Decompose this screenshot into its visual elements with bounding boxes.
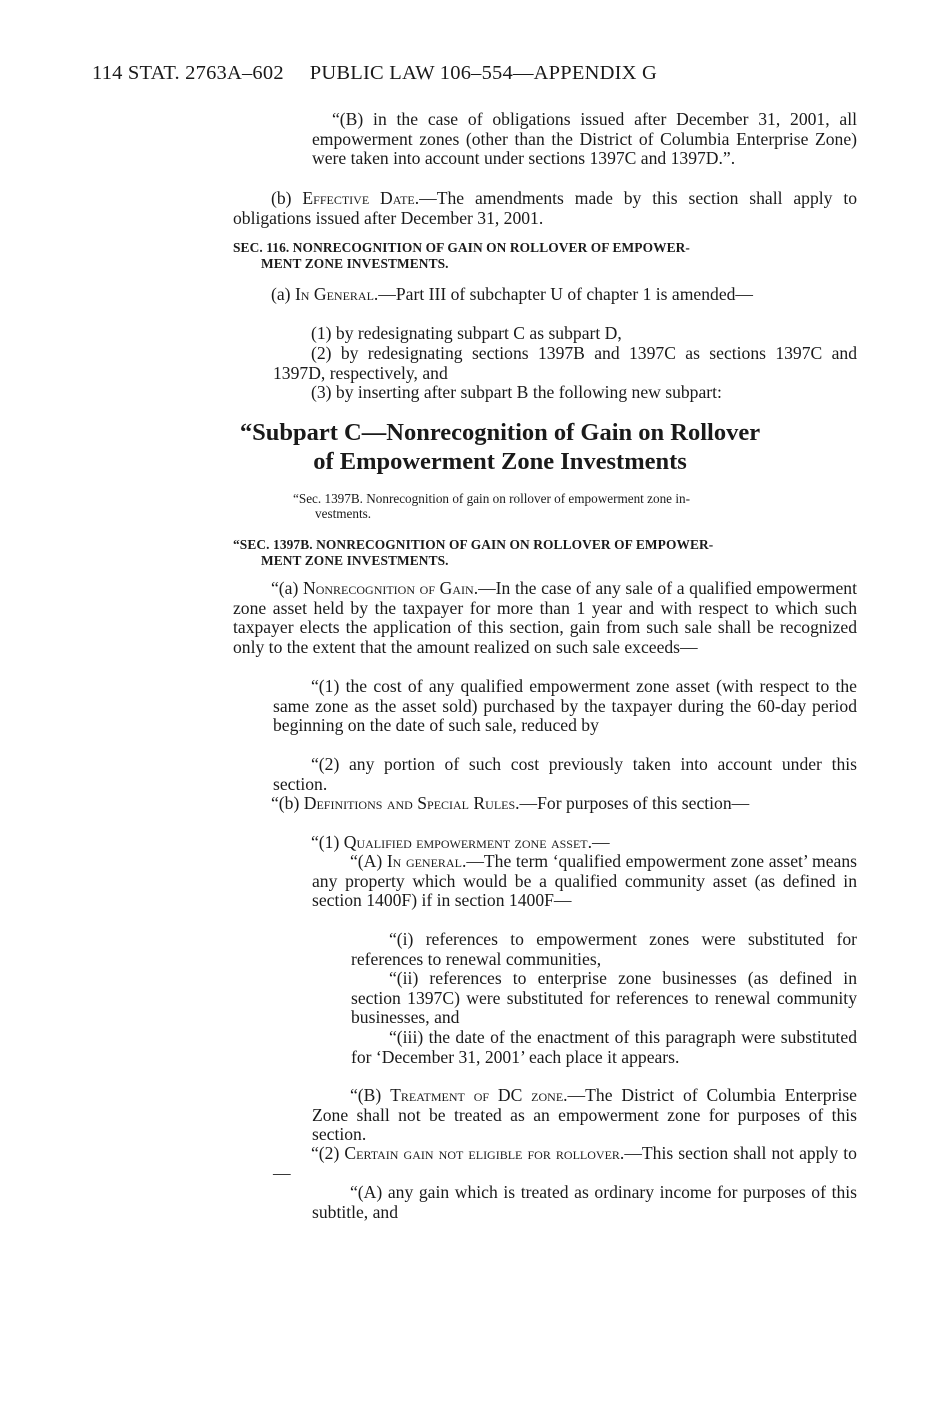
in-general-heading: In General	[294, 284, 374, 304]
qeza-in-general-heading: In general	[386, 851, 462, 871]
in-general-paragraph: (a) In General.—Part III of subchapter U of chapter 1 is amended—	[271, 284, 754, 304]
dc-zone-paragraph: “(B) Treatment of DC zone.—The District of Columbia Enterprise Zone shall not be treated as an empowerment zone for purposes of this section.	[312, 1085, 857, 1145]
exceeds-item-1: “(1) the cost of any qualified empowerment zone asset (with respect to the same zone as the asset sold) purchased by the taxpayer during the 60-day period beginning on the date of such sale, reduced by	[273, 676, 857, 736]
any-gain-item: “(A) any gain which is treated as ordinary income for purposes of this subtitle, and	[312, 1182, 857, 1222]
amend-item-1: (1) by redesignating subpart C as subpart D,	[311, 323, 622, 343]
page-header	[92, 62, 657, 85]
effective-date-paragraph: (b) Effective Date.—The amendments made by this section shall apply to obligations issued after December 31, 2001.	[233, 188, 858, 228]
clause-iii: “(iii) the date of the enactment of this paragraph were substituted for ‘December 31, 2001’ each place it appears.	[351, 1027, 857, 1067]
section-1397b-heading: “SEC. 1397B. NONRECOGNITION OF GAIN ON ROLLOVER OF EMPOWER- MENT ZONE INVESTMENTS.	[233, 537, 714, 568]
law-title: PUBLIC LAW 106–554—APPENDIX G	[309, 62, 657, 84]
effective-date-heading: Effective Date	[302, 188, 415, 208]
table-of-sections: “Sec. 1397B. Nonrecognition of gain on rollover of empowerment zone in- vestments.	[293, 491, 690, 521]
section-116-heading: SEC. 116. NONRECOGNITION OF GAIN ON ROLLOVER OF EMPOWER- MENT ZONE INVESTMENTS.	[233, 240, 690, 271]
clause-ii: “(ii) references to enterprise zone businesses (as defined in section 1397C) were substituted for references to renewal community businesses, and	[351, 968, 857, 1028]
qeza-heading-paragraph: “(1) Qualified empowerment zone asset.—	[311, 832, 610, 852]
stat-citation: 114 STAT. 2763A–602	[92, 62, 284, 84]
dc-zone-heading: Treatment of DC zone	[390, 1085, 564, 1105]
nonrecognition-heading: Nonrecognition of Gain	[302, 578, 474, 598]
paragraph-b-quote: “(B) in the case of obligations issued after December 31, 2001, all empowerment zones (other than the District of Columbia Enterprise Zone) were taken into account under sections 1397C and 1397D.”.	[312, 109, 857, 169]
definitions-heading: Definitions and Special Rules	[303, 793, 516, 813]
subpart-c-title: “Subpart C—Nonrecognition of Gain on Rollover of Empowerment Zone Investments	[239, 419, 761, 475]
clause-i: “(i) references to empowerment zones were substituted for references to renewal communities,	[351, 929, 857, 969]
definitions-paragraph: “(b) Definitions and Special Rules.—For purposes of this section—	[271, 793, 750, 813]
amend-item-2: (2) by redesignating sections 1397B and 1397C as sections 1397C and 1397D, respectively, and	[273, 343, 857, 383]
amend-item-3: (3) by inserting after subpart B the following new subpart:	[311, 382, 722, 402]
exceeds-item-2: “(2) any portion of such cost previously taken into account under this section.	[273, 754, 857, 794]
qeza-heading: Qualified empowerment zone asset	[343, 832, 588, 852]
nonrecognition-paragraph: “(a) Nonrecognition of Gain.—In the case of any sale of a qualified empowerment zone asset held by the taxpayer for more than 1 year and with respect to which such taxpayer elects the application of this section, gain from such sale shall be recognized only to the extent that the amount realized on such sale exceeds—	[233, 578, 857, 657]
certain-gain-heading: Certain gain not eligible for rollover	[344, 1143, 620, 1163]
qeza-in-general-paragraph: “(A) In general.—The term ‘qualified empowerment zone asset’ means any property which would be a qualified community asset (as defined in section 1400F) if in section 1400F—	[312, 851, 857, 911]
certain-gain-paragraph: “(2) Certain gain not eligible for rollover.—This section shall not apply to—	[273, 1143, 857, 1183]
